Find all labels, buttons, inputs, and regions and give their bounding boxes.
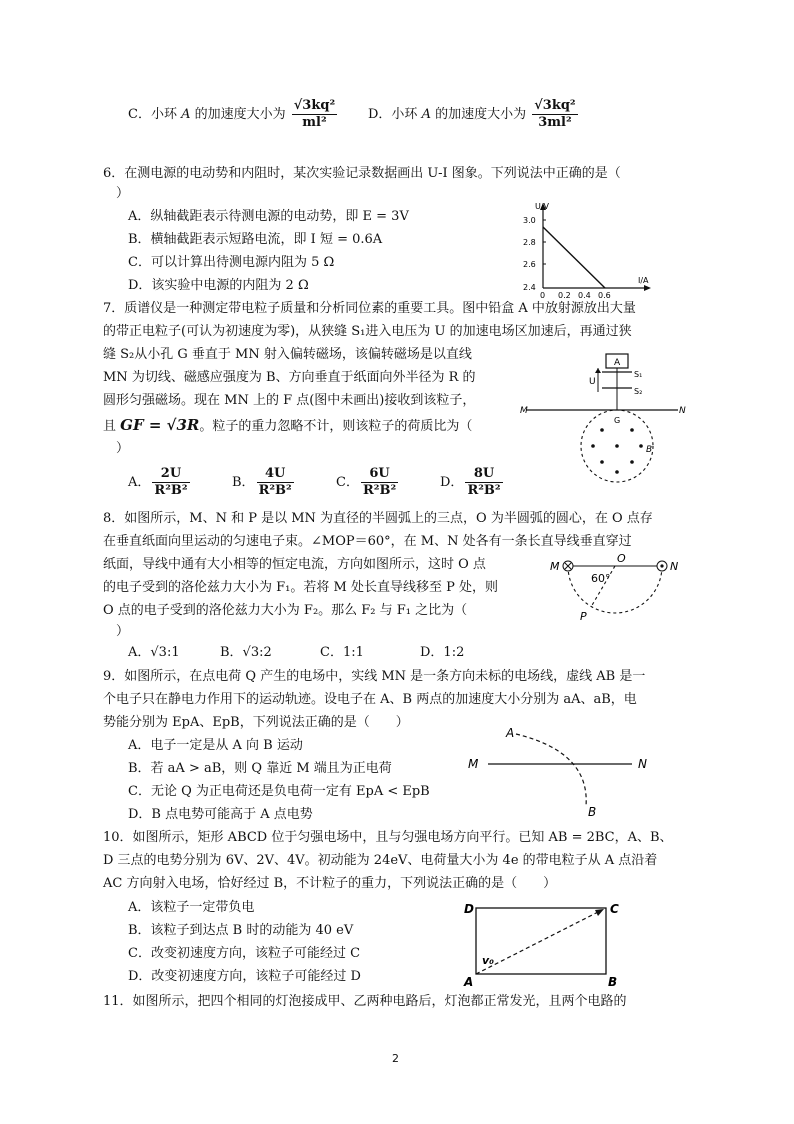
q9-line3: 势能分别为 EpA、EpB，下列说法正确的是（ ） <box>103 715 409 730</box>
q9-option-c: C．无论 Q 为正电荷还是负电荷一定有 EpA < EpB <box>128 784 430 799</box>
q10-label-c: C <box>610 902 619 916</box>
q8-line4: 的电子受到的洛伦兹力大小为 F₁。若将 M 处长直导线移至 P 处，则 <box>103 580 498 595</box>
q8-angle: 60° <box>591 572 611 585</box>
q6-stem: 6．在测电源的电动势和内阻时，某次实验记录数据画出 U-I 图象。下列说法中正确的是（ <box>103 166 621 181</box>
q7-label-s1: S₁ <box>634 370 643 379</box>
q8-line3: 纸面，导线中通有大小相等的恒定电流，方向如图所示，这时 O 点 <box>103 557 486 572</box>
q8-option-c: C．1:1 <box>320 645 364 660</box>
q9-line2: 个电子只在静电力作用下的运动轨迹。设电子在 A、B 两点的加速度大小分别为 aA、aB，电 <box>103 692 637 707</box>
q6-xtick: 0.2 <box>558 291 571 300</box>
q10-line1: 10．如图所示，矩形 ABCD 位于匀强电场中，且与匀强电场方向平行。已知 AB = 2BC，A、B、 <box>103 830 673 845</box>
q8-option-b: B．√3:2 <box>220 645 272 660</box>
q6-option-b: B．横轴截距表示短路电流，即 I 短 = 0.6A <box>128 232 383 247</box>
q10-option-b: B．该粒子到达点 B 时的动能为 40 eV <box>128 923 354 938</box>
q10-option-a: A．该粒子一定带负电 <box>128 900 255 915</box>
q8-option-a: A．√3:1 <box>128 645 180 660</box>
q8-option-d: D．1:2 <box>420 645 465 660</box>
q6-ui-graph <box>515 200 675 300</box>
q6-ytick: 3.0 <box>523 216 536 225</box>
q7-label-u: U <box>589 377 596 387</box>
q10-label-a: A <box>464 975 474 989</box>
q6-xtick: 0.6 <box>598 291 611 300</box>
q7-line5: 圆形匀强磁场。现在 MN 上的 F 点(图中未画出)接收到该粒子， <box>103 393 476 408</box>
q10-option-d: D．改变初速度方向，该粒子可能经过 D <box>128 969 361 984</box>
q6-option-a: A．纵轴截距表示待测电源的电动势，即 E = 3V <box>128 209 409 224</box>
q7-line6: 且 GF = √3R。粒子的重力忽略不计，则该粒子的荷质比为（ <box>103 416 473 434</box>
q6-ytick: 2.8 <box>523 238 536 247</box>
q7-line1: 7．质谱仪是一种测定带电粒子质量和分析同位素的重要工具。图中铅盒 A 中放射源放出大量 <box>103 301 636 316</box>
q8-label-p: P <box>580 610 587 623</box>
q8-label-m: M <box>550 560 560 573</box>
q8-label-o: O <box>617 552 626 565</box>
q10-option-c: C．改变初速度方向，该粒子可能经过 C <box>128 946 361 961</box>
q6-option-d: D．该实验中电源的内阻为 2 Ω <box>128 278 309 293</box>
q8-line1: 8．如图所示，M、N 和 P 是以 MN 为直径的半圆弧上的三点，O 为半圆弧的圆心，在 O 点存 <box>103 511 653 526</box>
q10-rectangle-diagram <box>458 898 638 990</box>
q8-line6: ） <box>116 624 130 639</box>
q7-line4: MN 为切线、磁感应强度为 B、方向垂直于纸面向外半径为 R 的 <box>103 370 476 385</box>
q7-line3: 缝 S₂从小孔 G 垂直于 MN 射入偏转磁场，该偏转磁场是以直线 <box>103 347 472 362</box>
q6-option-c: C．可以计算出待测电源内阻为 5 Ω <box>128 255 335 270</box>
q6-ytick: 2.6 <box>523 260 536 269</box>
q7-option-c: C． $\frac{6U}{\text{R²B²}}$ <box>336 466 397 498</box>
q10-line2: D 三点的电势分别为 6V、2V、4V。初动能为 24eV、电荷量大小为 4e 的带电粒子从 A 点沿着 <box>103 853 658 868</box>
q10-label-d: D <box>464 902 474 916</box>
q5-option-d: D．小环 A 的加速度大小为 $\frac{\text{√3kq²}}{\text{3ml²}}$ <box>368 98 576 130</box>
q7-label-g: G <box>614 416 621 425</box>
q7-label-a: A <box>614 358 621 368</box>
q9-option-a: A．电子一定是从 A 向 B 运动 <box>128 738 303 753</box>
q9-label-n: N <box>638 757 647 771</box>
q8-label-n: N <box>670 560 679 573</box>
q9-label-b: B <box>588 805 597 819</box>
q9-option-b: B．若 aA > aB，则 Q 靠近 M 端且为正电荷 <box>128 761 392 776</box>
q7-option-b: B． $\frac{4U}{\text{R²B²}}$ <box>232 466 292 498</box>
q9-field-line-diagram <box>460 722 660 822</box>
q9-line1: 9．如图所示，在点电荷 Q 产生的电场中，实线 MN 是一条方向未标的电场线，虚线 AB 是一 <box>103 669 646 684</box>
q7-mass-spectrometer-diagram <box>518 350 688 485</box>
q7-line7: ） <box>116 441 130 456</box>
q10-label-v0: v₀ <box>482 954 494 967</box>
q11-line1: 11．如图所示，把四个相同的灯泡接成甲、乙两种电路后，灯泡都正常发光，且两个电路的 <box>103 994 627 1009</box>
q7-label-b: B <box>646 445 653 455</box>
q8-semicircle-diagram <box>540 552 690 624</box>
q6-stem-end: ） <box>116 186 130 201</box>
q9-label-m: M <box>468 757 479 771</box>
q7-line2: 的带正电粒子(可认为初速度为零)，从狭缝 S₁进入电压为 U 的加速电场区加速后，再通过狭 <box>103 324 632 339</box>
q7-label-n: N <box>679 406 686 416</box>
q7-option-d: D． $\frac{8U}{\text{R²B²}}$ <box>440 466 501 498</box>
q10-line3: AC 方向射入电场，恰好经过 B，不计粒子的重力，下列说法正确的是（ ） <box>103 876 557 891</box>
q6-x-label: I/A <box>638 276 649 285</box>
page-number: 2 <box>392 1052 399 1065</box>
q7-option-a: A． $\frac{2U}{\text{R²B²}}$ <box>128 466 188 498</box>
q6-xtick: 0.4 <box>578 291 591 300</box>
q10-label-b: B <box>608 975 618 989</box>
q6-xtick: 0 <box>540 291 546 300</box>
q6-ytick: 2.4 <box>523 283 536 292</box>
q9-label-a: A <box>506 726 515 740</box>
q8-line2: 在垂直纸面向里运动的匀速电子束。∠MOP＝60°，在 M、N 处各有一条长直导线垂直穿过 <box>103 534 632 549</box>
q8-line5: O 点的电子受到的洛伦兹力大小为 F₂。那么 F₂ 与 F₁ 之比为（ <box>103 603 468 618</box>
q9-option-d: D．B 点电势可能高于 A 点电势 <box>128 807 313 822</box>
q5-option-c: C．小环 A 的加速度大小为 $\frac{\text{√3kq²}}{\text{ml²}}$ <box>128 98 336 130</box>
q6-y-label: U/V <box>535 202 550 211</box>
q7-label-m: M <box>520 406 528 416</box>
q7-label-s2: S₂ <box>634 387 643 396</box>
